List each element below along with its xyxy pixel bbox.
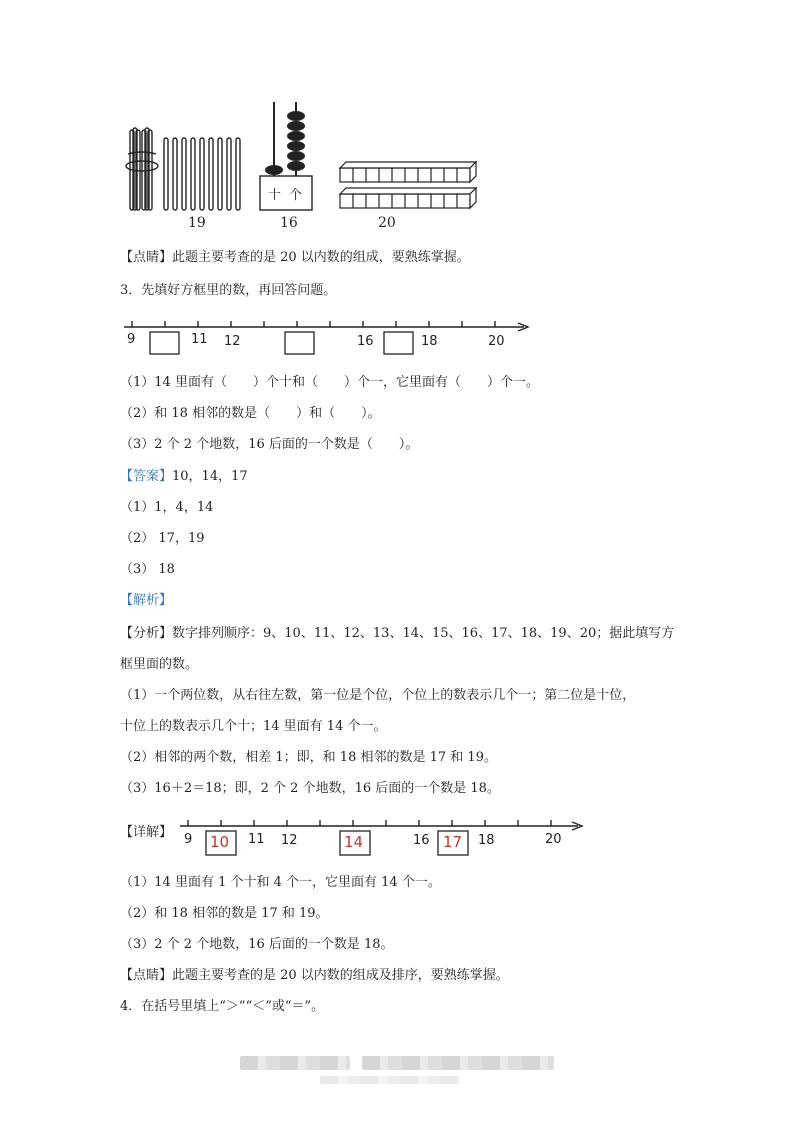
q3-title: 3．先填好方框里的数，再回答问题。 bbox=[120, 283, 337, 298]
detail-tick-12: 12 bbox=[281, 833, 298, 848]
dianjing-note-1: 【点睛】此题主要考查的是 20 以内数的组成，要熟练掌握。 bbox=[120, 250, 470, 265]
cube-rods-icon bbox=[340, 162, 476, 208]
analysis-p2: （2）相邻的两个数，相差 1；即，和 18 相邻的数是 17 和 19。 bbox=[120, 750, 497, 765]
filled-value-14: 14 bbox=[344, 833, 364, 851]
answer-text: 10，14，17 bbox=[172, 469, 248, 484]
fenxi-line-2: 框里面的数。 bbox=[120, 657, 199, 672]
answer-1: （1）1，4，14 bbox=[120, 500, 214, 515]
blurred-footer-right bbox=[362, 1056, 554, 1070]
single-sticks-icon bbox=[164, 138, 240, 210]
blank-box-14 bbox=[285, 332, 314, 354]
dianjing-note-2: 【点睛】此题主要考查的是 20 以内数的组成及排序，要熟练掌握。 bbox=[120, 968, 509, 983]
q3-sub2: （2）和 18 相邻的数是（ ）和（ ）。 bbox=[120, 406, 381, 421]
q3-tick-12: 12 bbox=[224, 334, 241, 349]
figure-label-16: 16 bbox=[280, 215, 298, 231]
q4-title: 4．在括号里填上“＞”“＜”或“＝”。 bbox=[120, 999, 325, 1014]
q3-tick-20: 20 bbox=[488, 334, 505, 349]
q3-tick-18: 18 bbox=[421, 334, 438, 349]
q3-tick-16: 16 bbox=[357, 334, 374, 349]
q3-sub3: （3）2 个 2 个地数，16 后面的一个数是（ ）。 bbox=[120, 437, 419, 452]
blank-box-10 bbox=[150, 332, 179, 354]
figure-label-20: 20 bbox=[378, 215, 396, 231]
analysis-label: 【解析】 bbox=[120, 593, 173, 608]
abacus-ones-label: 个 bbox=[289, 188, 303, 203]
detail-tick-9: 9 bbox=[184, 832, 193, 847]
blank-box-17 bbox=[384, 332, 413, 354]
detail-tick-16: 16 bbox=[413, 833, 430, 848]
q3-number-line bbox=[122, 316, 532, 356]
detail-tick-20: 20 bbox=[545, 832, 562, 847]
fenxi-label: 【分析】 bbox=[120, 626, 173, 641]
blurred-footer-left bbox=[240, 1056, 350, 1070]
q3-tick-9: 9 bbox=[127, 332, 136, 347]
analysis-p1-line2: 十位上的数表示几个十；14 里面有 14 个一。 bbox=[120, 719, 387, 734]
answer-3: （3） 18 bbox=[120, 562, 175, 577]
detail-number-line bbox=[178, 814, 588, 860]
fenxi-line-1 bbox=[120, 625, 674, 643]
detail-1: （1）14 里面有 1 个十和 4 个一，它里面有 14 个一。 bbox=[120, 875, 441, 890]
detail-2: （2）和 18 相邻的数是 17 和 19。 bbox=[120, 906, 329, 921]
detail-tick-18: 18 bbox=[478, 833, 495, 848]
answer-2: （2） 17，19 bbox=[120, 531, 205, 546]
answer-label: 【答案】 bbox=[120, 469, 173, 484]
fenxi-text-1: 数字排列顺序：9、10、11、12、13、14、15、16、17、18、19、20；据此填写方 bbox=[172, 626, 675, 641]
detail-label: 【详解】 bbox=[120, 825, 173, 840]
abacus-tens-label: 十 bbox=[268, 188, 282, 203]
q3-tick-11: 11 bbox=[191, 332, 208, 347]
stick-bundle-icon bbox=[126, 128, 158, 210]
analysis-p3: （3）16＋2＝18；即，2 个 2 个地数，16 后面的一个数是 18。 bbox=[120, 781, 500, 796]
q3-sub1: （1）14 里面有（ ）个十和（ ）个一，它里面有（ ）个一。 bbox=[120, 375, 539, 390]
detail-tick-11: 11 bbox=[248, 832, 265, 847]
analysis-p1-line1: （1）一个两位数，从右往左数，第一位是个位，个位上的数表示几个一；第二位是十位， bbox=[120, 688, 636, 703]
figure-label-19: 19 bbox=[188, 215, 206, 231]
detail-3: （3）2 个 2 个地数，16 后面的一个数是 18。 bbox=[120, 937, 394, 952]
answer-line bbox=[120, 468, 248, 486]
filled-value-10: 10 bbox=[210, 833, 230, 851]
filled-value-17: 17 bbox=[443, 833, 463, 851]
blurred-footer-sub bbox=[320, 1076, 460, 1084]
